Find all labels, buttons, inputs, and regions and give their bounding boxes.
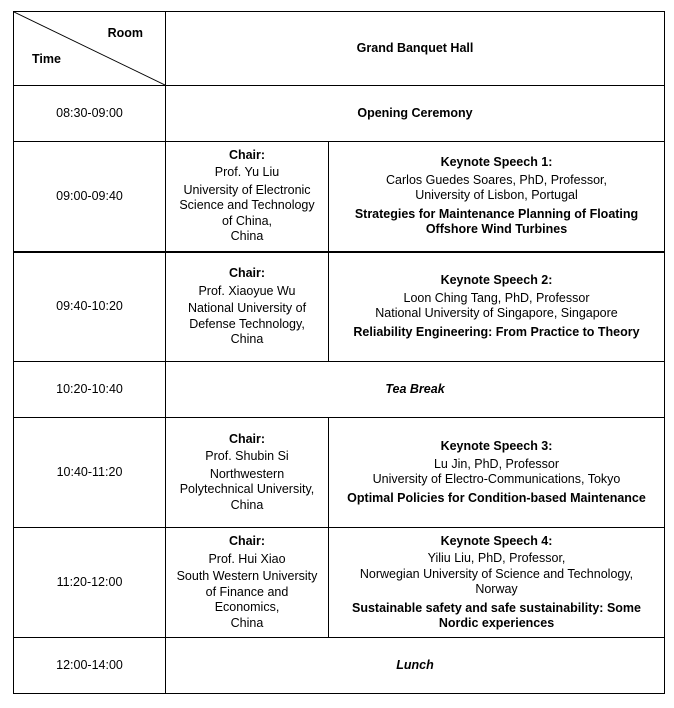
- chair-label: Chair:: [228, 147, 266, 162]
- chair-affiliation: South Western University: [176, 569, 318, 583]
- chair-cell: [166, 142, 329, 252]
- time-slot: 10:40-11:20: [14, 418, 166, 528]
- schedule-table: [13, 11, 665, 694]
- time-slot: 12:00-14:00: [14, 638, 166, 694]
- chair-label: Chair:: [228, 266, 266, 280]
- chair-country: China: [230, 332, 264, 346]
- chair-cell: [166, 252, 329, 362]
- chair-affiliation: National University of: [187, 301, 307, 315]
- speaker-info: Norway: [475, 582, 518, 596]
- talk-topic: [333, 601, 660, 632]
- diagonal-divider: [14, 12, 165, 85]
- speaker-info: Yiliu Liu, PhD, Professor,: [427, 551, 566, 565]
- chair-name: Prof. Xiaoyue Wu: [198, 283, 296, 298]
- chair-affiliation: Northwestern: [209, 466, 285, 481]
- chair-affiliation: of Finance and: [205, 584, 289, 599]
- room-time-header-cell: [14, 12, 166, 86]
- keynote-title: Keynote Speech 1:: [440, 155, 553, 169]
- chair-name: Prof. Hui Xiao: [208, 551, 286, 566]
- talk-topic: [333, 491, 660, 507]
- speaker-info: National University of Singapore, Singapore: [375, 306, 618, 321]
- time-slot: 09:40-10:20: [14, 252, 166, 362]
- chair-cell: [166, 528, 329, 638]
- keynote-title: Keynote Speech 3:: [440, 439, 553, 453]
- talk-topic-line: Offshore Wind Turbines: [425, 222, 568, 236]
- chair-country: China: [230, 497, 264, 512]
- header-row: [14, 12, 665, 86]
- chair-affiliation: of China,: [221, 213, 273, 228]
- keynote-title: Keynote Speech 2:: [440, 273, 553, 288]
- talk-topic-line: Nordic experiences: [438, 616, 555, 630]
- keynote-cell: [329, 528, 665, 638]
- table-row: [14, 528, 665, 638]
- time-slot: 08:30-09:00: [14, 86, 166, 142]
- chair-cell: [166, 418, 329, 528]
- time-slot: 09:00-09:40: [14, 142, 166, 252]
- time-label: Time: [32, 51, 61, 66]
- keynote-title: Keynote Speech 4:: [440, 533, 553, 548]
- talk-topic: [333, 207, 660, 238]
- speaker-info: University of Lisbon, Portugal: [415, 188, 578, 202]
- speaker-info: Norwegian University of Science and Technology,: [359, 566, 634, 581]
- talk-topic-line: Reliability Engineering: From Practice to Theory: [353, 324, 640, 339]
- chair-label: Chair:: [228, 534, 266, 548]
- keynote-cell: [329, 418, 665, 528]
- lunch: Lunch: [166, 638, 665, 694]
- table-row: [14, 252, 665, 362]
- opening-ceremony: Opening Ceremony: [166, 86, 665, 142]
- table-row: [14, 638, 665, 694]
- talk-topic: [333, 325, 660, 341]
- chair-affiliation: Science and Technology: [179, 198, 315, 213]
- chair-name: Prof. Yu Liu: [214, 165, 280, 180]
- talk-topic-line: Strategies for Maintenance Planning of Floating: [354, 206, 639, 221]
- chair-country: China: [230, 615, 264, 630]
- room-label: Room: [107, 26, 143, 40]
- time-slot: 11:20-12:00: [14, 528, 166, 638]
- speaker-info: Lu Jin, PhD, Professor: [433, 456, 560, 471]
- chair-affiliation: University of Electronic: [183, 182, 311, 197]
- table-row: [14, 362, 665, 418]
- speaker-info: Loon Ching Tang, PhD, Professor: [403, 290, 590, 305]
- speaker-info: Carlos Guedes Soares, PhD, Professor,: [386, 172, 607, 187]
- table-row: [14, 142, 665, 252]
- talk-topic-line: Optimal Policies for Condition-based Maintenance: [347, 490, 646, 505]
- chair-affiliation: Polytechnical University,: [179, 482, 315, 497]
- table-row: [14, 418, 665, 528]
- chair-label: Chair:: [228, 431, 266, 446]
- speaker-info: University of Electro-Communications, Tokyo: [372, 472, 621, 486]
- chair-affiliation: Economics,: [214, 600, 280, 614]
- chair-affiliation: Defense Technology,: [189, 316, 305, 331]
- chair-country: China: [230, 229, 264, 244]
- table-row: [14, 86, 665, 142]
- chair-name: Prof. Shubin Si: [205, 449, 289, 464]
- tea-break: Tea Break: [166, 362, 665, 418]
- time-slot: 10:20-10:40: [14, 362, 166, 418]
- venue-name: Grand Banquet Hall: [166, 12, 665, 86]
- keynote-cell: [329, 252, 665, 362]
- talk-topic-line: Sustainable safety and safe sustainability: Some: [352, 600, 641, 615]
- keynote-cell: [329, 142, 665, 252]
